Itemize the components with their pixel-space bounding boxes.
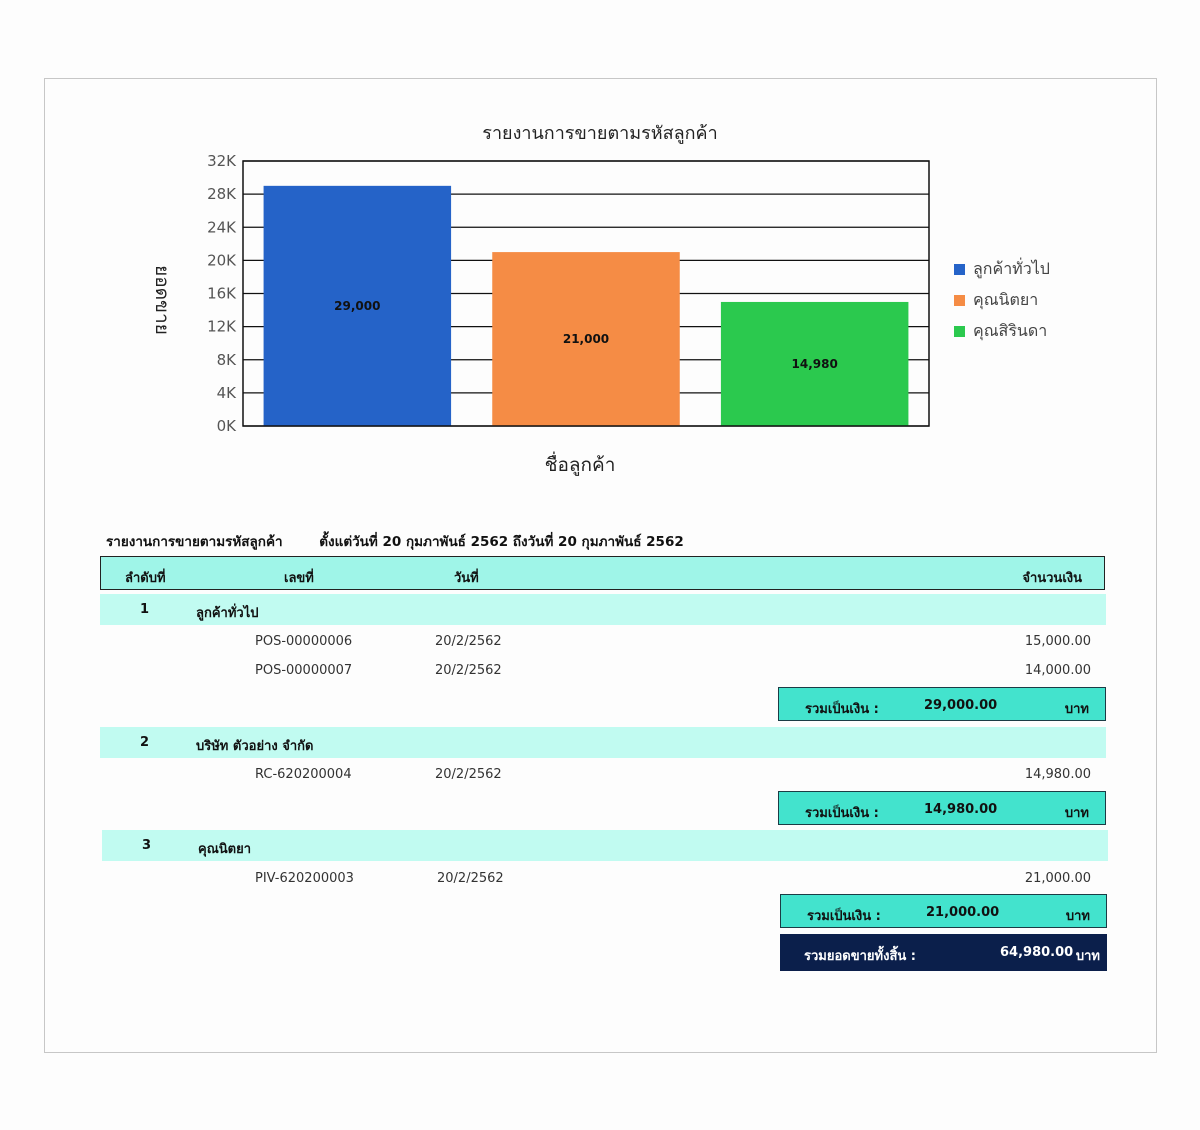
legend-label: คุณนิตยา: [973, 290, 1039, 309]
chart-title: รายงานการขายตามรหัสลูกค้า: [482, 123, 718, 144]
grand-total-unit: บาท: [1075, 949, 1100, 964]
subtotal-unit: บาท: [1065, 909, 1090, 924]
sales-bar-chart: [0, 0, 1200, 500]
legend-swatch: [954, 295, 965, 306]
table-header: [100, 556, 1105, 590]
subtotal-value: 29,000.00: [924, 698, 998, 713]
legend-swatch: [954, 264, 965, 275]
y-tick-label: 28K: [207, 185, 236, 204]
subtotal-label: รวมเป็นเงิน :: [805, 702, 879, 717]
y-tick-label: 32K: [207, 152, 236, 170]
bar-value-label: 21,000: [562, 332, 610, 347]
y-tick-label: 12K: [207, 317, 236, 336]
group-customer-name: ลูกค้าทั่วไป: [196, 606, 259, 621]
group-number: 1: [140, 602, 150, 617]
legend-swatch: [954, 326, 965, 337]
legend-item: [954, 316, 1050, 347]
doc-number: RC-620200004: [255, 767, 352, 782]
subtotal-value: 21,000.00: [926, 905, 1000, 920]
group-number: 2: [140, 735, 150, 750]
group-number: 3: [142, 838, 152, 853]
legend-item: [954, 254, 1050, 285]
subtotal-box: [778, 791, 1106, 825]
subtotal-value: 14,980.00: [924, 802, 998, 817]
x-axis-title: ชื่อลูกค้า: [544, 454, 616, 476]
group-customer-name: คุณนิตยา: [198, 842, 252, 857]
grand-total-box: [780, 934, 1107, 971]
doc-date: 20/2/2562: [437, 871, 504, 886]
bar-value-label: 29,000: [334, 298, 381, 313]
doc-amount: 14,980.00: [1024, 767, 1091, 782]
doc-date: 20/2/2562: [435, 634, 502, 649]
grand-total-label: รวมยอดขายทั้งสิ้น :: [804, 949, 916, 964]
report-title: รายงานการขายตามรหัสลูกค้า: [106, 534, 283, 550]
subtotal-unit: บาท: [1064, 702, 1089, 717]
group-row: [102, 830, 1108, 861]
column-header-amount: จำนวนเงิน: [1022, 571, 1082, 586]
y-tick-label: 4K: [216, 383, 236, 402]
y-tick-label: 20K: [207, 251, 236, 270]
y-tick-label: 24K: [207, 218, 236, 237]
report-date-range: ตั้งแต่วันที่ 20 กุมภาพันธ์ 2562 ถึงวันที่ 20 กุมภาพันธ์ 2562: [319, 534, 684, 550]
table-row: [100, 631, 1106, 653]
y-tick-label: 0K: [216, 417, 236, 435]
table-row: [100, 764, 1106, 786]
table-row: [100, 660, 1106, 682]
y-tick-label: 16K: [207, 284, 236, 303]
bar-value-label: 14,980: [791, 356, 838, 371]
chart-legend: [954, 254, 1050, 347]
doc-amount: 14,000.00: [1024, 663, 1091, 678]
y-tick-label: 8K: [216, 350, 236, 369]
y-axis-ticks: [207, 152, 237, 435]
legend-item: [954, 285, 1050, 316]
subtotal-box: [778, 687, 1106, 721]
doc-date: 20/2/2562: [435, 767, 502, 782]
doc-number: POS-00000006: [255, 634, 353, 649]
table-row: [100, 868, 1106, 890]
column-header-seq: ลำดับที่: [125, 571, 166, 586]
doc-number: POS-00000007: [255, 663, 353, 678]
column-header-doc-no: เลขที่: [284, 571, 314, 586]
legend-label: คุณสิรินดา: [973, 321, 1048, 340]
doc-amount: 15,000.00: [1024, 634, 1091, 649]
legend-label: ลูกค้าทั่วไป: [973, 259, 1050, 278]
report-heading: [106, 530, 684, 552]
subtotal-label: รวมเป็นเงิน :: [805, 806, 879, 821]
group-row: [100, 594, 1106, 625]
column-header-date: วันที่: [454, 571, 479, 586]
y-axis-title: ยอดขาย: [151, 265, 173, 335]
doc-number: PIV-620200003: [255, 871, 354, 886]
subtotal-box: [780, 894, 1107, 928]
doc-amount: 21,000.00: [1024, 871, 1091, 886]
group-row: [100, 727, 1106, 758]
grand-total-value: 64,980.00: [1000, 945, 1074, 960]
subtotal-label: รวมเป็นเงิน :: [807, 909, 881, 924]
group-customer-name: บริษัท ตัวอย่าง จำกัด: [196, 739, 314, 754]
doc-date: 20/2/2562: [435, 663, 502, 678]
subtotal-unit: บาท: [1064, 806, 1089, 821]
